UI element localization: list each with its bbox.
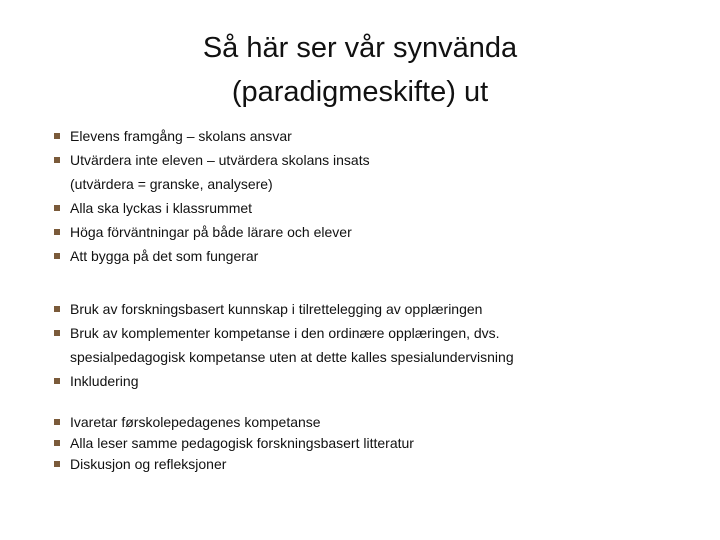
bullet-text: Alla leser samme pedagogisk forskningsbasert litteratur xyxy=(70,435,414,451)
bullet-item xyxy=(58,369,698,393)
bullet-item xyxy=(58,196,698,220)
bullet-text: Alla ska lyckas i klassrummet xyxy=(70,200,253,216)
bullet-text: Utvärdera inte eleven – utvärdera skolans insats xyxy=(70,152,370,168)
bullet-text: Höga förväntningar på både lärare och elever xyxy=(70,224,352,240)
bullet-group-1 xyxy=(58,124,698,268)
bullet-group-2 xyxy=(58,297,698,393)
square-bullet-icon xyxy=(54,440,60,446)
bullet-group-3 xyxy=(58,412,698,475)
square-bullet-icon xyxy=(54,461,60,467)
bullet-text: Att bygga på det som fungerar xyxy=(70,248,259,264)
title-line-1: Så här ser vår synvända xyxy=(202,32,518,64)
square-bullet-icon xyxy=(54,253,60,259)
bullet-item xyxy=(58,433,698,454)
bullet-text: Elevens framgång – skolans ansvar xyxy=(70,128,292,144)
bullet-item xyxy=(58,148,698,196)
bullet-item xyxy=(58,297,698,321)
bullet-text: Bruk av forskningsbasert kunnskap i tilrettelegging av opplæringen xyxy=(70,301,483,317)
square-bullet-icon xyxy=(54,419,60,425)
bullet-text-continuation: spesialpedagogisk kompetanse uten at dette kalles spesialundervisning xyxy=(70,349,514,365)
bullet-item xyxy=(58,321,698,369)
bullet-text: Diskusjon og refleksjoner xyxy=(70,456,227,472)
bullet-item xyxy=(58,244,698,268)
bullet-text: Ivaretar førskolepedagenes kompetanse xyxy=(70,414,321,430)
bullet-item xyxy=(58,220,698,244)
slide-title xyxy=(0,26,720,114)
square-bullet-icon xyxy=(54,378,60,384)
bullet-text-continuation: (utvärdera = granske, analysere) xyxy=(70,176,273,192)
square-bullet-icon xyxy=(54,133,60,139)
square-bullet-icon xyxy=(54,157,60,163)
bullet-text: Bruk av komplementer kompetanse i den ordinære opplæringen, dvs. xyxy=(70,325,500,341)
square-bullet-icon xyxy=(54,330,60,336)
bullet-item xyxy=(58,412,698,433)
bullet-item xyxy=(58,124,698,148)
bullet-text: Inkludering xyxy=(70,373,139,389)
square-bullet-icon xyxy=(54,205,60,211)
square-bullet-icon xyxy=(54,306,60,312)
bullet-item xyxy=(58,454,698,475)
square-bullet-icon xyxy=(54,229,60,235)
title-line-2: (paradigmeskifte) ut xyxy=(231,76,489,108)
